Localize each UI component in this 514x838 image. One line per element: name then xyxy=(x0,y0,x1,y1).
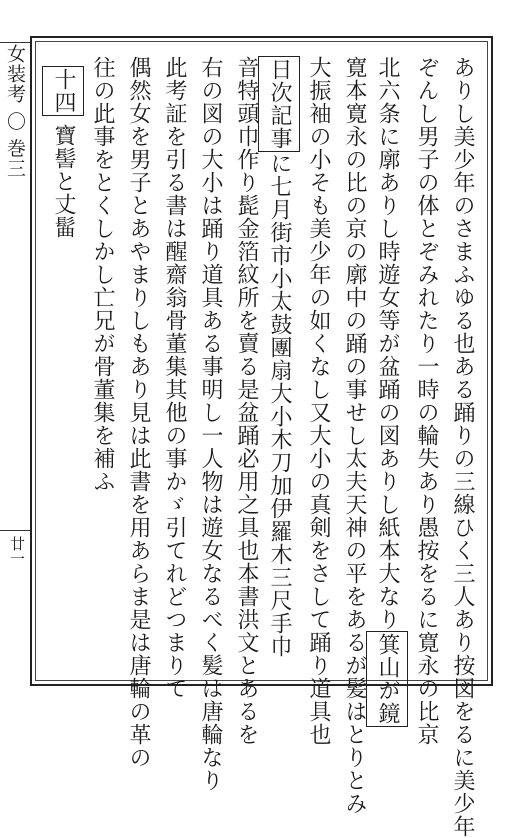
boxed-term: 箕山が鏡 xyxy=(366,631,408,727)
text-line-4: 寛本寛永の比の京の廓中の踊の事せし太夫天神の平をあるが髪はとりとみ xyxy=(342,56,367,815)
text-line-1: ありし美少年のさまふゆる也ある踊りの三線ひく三人あり按図をるに美少年 xyxy=(450,56,475,838)
text-line-2: ぞんし男子の体とぞみれたり一時の輪失あり愚按をるに寛永の比京 xyxy=(414,56,439,746)
text-line-6: 日次記事に七月街市小太鼓團扇大小木刀加伊羅木三尺手巾 xyxy=(264,56,300,676)
volume-label: 巻三 xyxy=(4,138,26,179)
text-line-8: 右の図の大小は踊り道具ある事明し一人物は遊女なるべく髪は唐輪なり xyxy=(198,56,223,792)
main-text xyxy=(40,56,480,838)
text-line-7: 音特頭巾作り髭金箔紋所を賣る是盆踊必用之具也本書洪文とあるを xyxy=(234,56,259,746)
boxed-term: 日次記事 xyxy=(258,56,300,152)
text-line-12 xyxy=(48,56,84,686)
margin-separator: 〇 xyxy=(4,111,26,132)
margin-title xyxy=(2,44,28,178)
gutter-bottom-rule xyxy=(0,530,30,531)
book-title: 女装考 xyxy=(4,44,26,104)
text-line-9: 此考証を引る書は醒齋翁骨董集其他の事かゞ引てれどつまりて xyxy=(162,56,187,700)
folio-number: 廿一 xyxy=(8,536,26,566)
text-line-5: 大振袖の小そも美少年の如くなし又大小の真剣をさして踊り道具也 xyxy=(306,56,331,746)
text-line-11: 往の此事をとくしかし亡兄が骨董集を補ふ xyxy=(90,56,115,493)
text-line-10: 偶然女を男子とあやまりしもあり見は此書を用あらま是は唐輪の革の xyxy=(126,56,151,769)
section-number: 十四 xyxy=(42,66,84,116)
section-heading: 寶髻と丈髷 xyxy=(51,124,76,239)
gutter-top-rule xyxy=(0,42,30,43)
text-line-3: 北六条に廓ありし時遊女等が盆踊の図ありし紙本大なり箕山が鏡 xyxy=(372,56,408,676)
